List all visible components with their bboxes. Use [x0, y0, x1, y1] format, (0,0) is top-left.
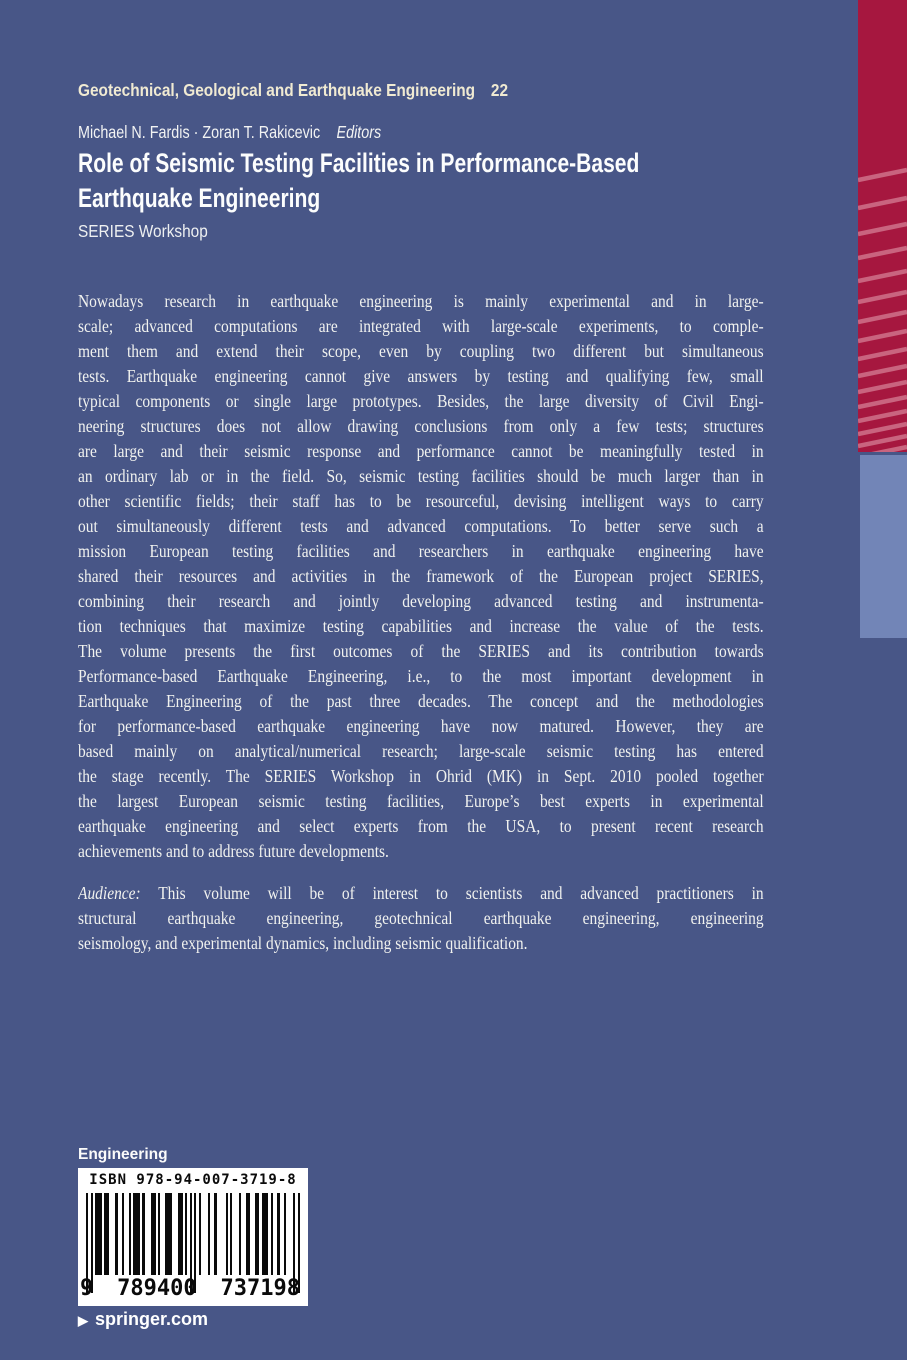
- ean-digits: [80, 1276, 300, 1302]
- ean-digit-group: 789400: [117, 1276, 197, 1301]
- text-line: out simultaneously different tests and advanced computations. To better serve such a: [78, 516, 764, 536]
- text-line: for performance-based earthquake engineering have now matured. However, they are: [78, 716, 764, 736]
- text-line: earthquake engineering and select experts from the USA, to present recent research: [78, 816, 764, 836]
- text-line: other scientific fields; their staff has to be resourceful, devising intelligent ways to carry: [78, 491, 764, 511]
- text-line: tion techniques that maximize testing capabilities and increase the value of the tests.: [78, 616, 764, 636]
- text-line: Earthquake Engineering of the past three decades. The concept and the methodologies: [78, 691, 764, 711]
- audience-first-line: [78, 881, 764, 906]
- category-label: Engineering: [78, 1146, 168, 1163]
- text-line: achievements and to address future developments.: [78, 841, 389, 861]
- publisher-line: [78, 1309, 208, 1330]
- text-line: are large and their seismic response and performance cannot be meaningfully tested in: [78, 441, 764, 461]
- series-number: 22: [490, 80, 509, 100]
- text-line: an ordinary lab or in the field. So, seismic testing facilities should be much larger than in: [78, 466, 764, 486]
- text-line: seismology, and experimental dynamics, including seismic qualification.: [78, 933, 528, 953]
- text-line: ment them and extend their scope, even by coupling two different but simultaneous: [78, 341, 764, 361]
- audience-paragraph: [78, 881, 764, 956]
- text-line: mission European testing facilities and researchers in earthquake engineering have: [78, 541, 764, 561]
- description-paragraph: [78, 289, 764, 864]
- editor-names: Michael N. Fardis · Zoran T. Rakicevic: [78, 122, 321, 142]
- publisher-url: springer.com: [95, 1309, 209, 1329]
- editors-line: [78, 122, 381, 143]
- series-title-line: [78, 80, 508, 101]
- text-line: Performance-based Earthquake Engineering, i.e., to the most important development in: [78, 666, 764, 686]
- diagonal-stripes-pattern: [858, 0, 907, 452]
- book-title-line2: Earthquake Engineering: [78, 183, 321, 213]
- editors-label: Editors: [336, 122, 382, 142]
- text-line: Nowadays research in earthquake engineering is mainly experimental and in large-: [78, 291, 764, 311]
- isbn-barcode-panel: [78, 1168, 308, 1306]
- text-line: shared their resources and activities in the framework of the European project SERIES,: [78, 566, 764, 586]
- audience-rest-lines: [78, 906, 764, 956]
- ean-digit-group: 737198: [220, 1276, 300, 1301]
- text-line: typical components or single large prototypes. Besides, the large diversity of Civil Engi-: [78, 391, 764, 411]
- arrow-icon: ▶: [78, 1312, 88, 1328]
- ean-digit-group: 9: [80, 1276, 94, 1301]
- isbn-number: ISBN 978-94-007-3719-8: [89, 1172, 297, 1188]
- text-line: tests. Earthquake engineering cannot give answers by testing and qualifying few, small: [78, 366, 764, 386]
- audience-first-line-text: This volume will be of interest to scientists and advanced practitioners in: [158, 883, 764, 903]
- text-line: based mainly on analytical/numerical research; large-scale seismic testing has entered: [78, 741, 764, 761]
- text-line: the stage recently. The SERIES Workshop in Ohrid (MK) in Sept. 2010 pooled together: [78, 766, 764, 786]
- text-line: structural earthquake engineering, geotechnical earthquake engineering, engineering: [78, 908, 764, 928]
- text-line: neering structures does not allow drawing conclusions from only a few tests; structures: [78, 416, 764, 436]
- text-line: scale; advanced computations are integrated with large-scale experiments, to comple-: [78, 316, 764, 336]
- text-line: The volume presents the first outcomes of the SERIES and its contribution towards: [78, 641, 764, 661]
- book-subtitle: SERIES Workshop: [78, 221, 208, 241]
- book-title: [78, 146, 639, 216]
- series-title: Geotechnical, Geological and Earthquake Engineering: [78, 80, 476, 100]
- decor-red-striped-block: [858, 0, 907, 452]
- text-line: the largest European seismic testing facilities, Europe’s best experts in experimental: [78, 791, 764, 811]
- text-line: combining their research and jointly developing advanced testing and instrumenta-: [78, 591, 764, 611]
- audience-label: Audience:: [78, 883, 141, 903]
- book-title-line1: Role of Seismic Testing Facilities in Performance-Based: [78, 148, 640, 178]
- decor-light-blue-block: [860, 455, 907, 638]
